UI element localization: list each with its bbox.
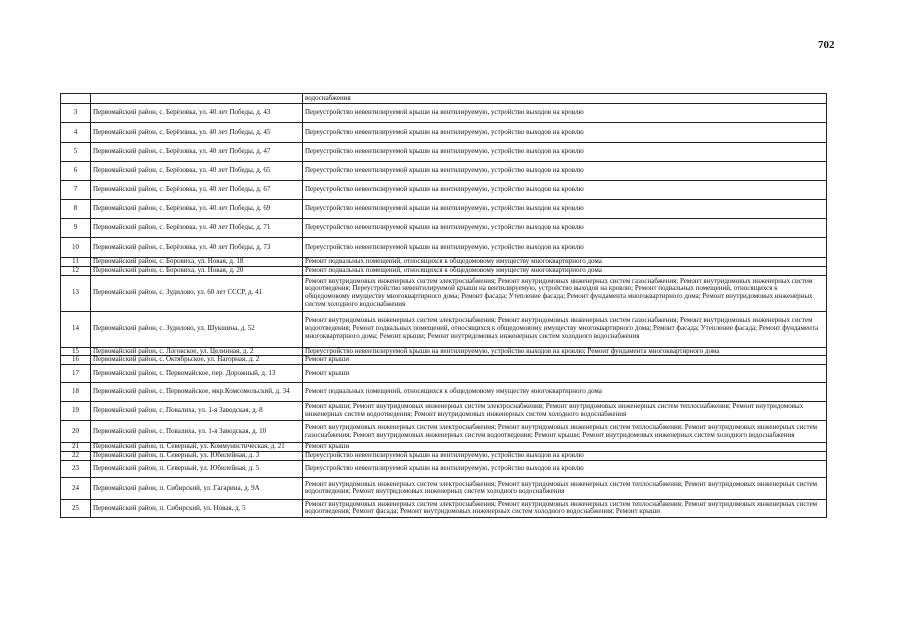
address-cell: Первомайский район, с. Берёзовка, ул. 40 лет Победы, д. 65 — [91, 162, 303, 181]
row-number-cell: 18 — [61, 383, 91, 402]
address-cell: Первомайский район, п. Сибирский, ул. Гагарина, д. 9А — [91, 477, 303, 499]
address-cell: Первомайский район, с. Берёзовка, ул. 40 лет Победы, д. 69 — [91, 200, 303, 219]
table-row — [61, 460, 827, 477]
works-cell: Ремонт крыши; Ремонт внутридомовых инженерных систем электроснабжения; Ремонт внутридомовых инженерных систем теплоснабжения; Ремонт внутридомовых инженерных систем водоотведения; Ремонт внутридомовых инженерных систем холодного водоснабжения — [303, 402, 827, 421]
table-row — [61, 402, 827, 421]
table-row — [61, 266, 827, 275]
works-cell: Ремонт внутридомовых инженерных систем электроснабжения; Ремонт внутридомовых инженерных систем теплоснабжения; Ремонт внутридомовых инженерных систем водоотведения; Ремонт фасада; Ремонт внутридомовых инженерных систем холодного водоснабжения; Ремонт крыши — [303, 499, 827, 517]
works-cell: Ремонт крыши — [303, 443, 827, 452]
row-number-cell — [61, 94, 91, 104]
address-cell: Первомайский район, с. Зудилово, ул. 60 лет СССР, д. 41 — [91, 275, 303, 311]
address-cell: Первомайский район, с. Логовское, ул. Целинная, д. 2 — [91, 347, 303, 356]
row-number-cell: 19 — [61, 402, 91, 421]
works-cell: Переустройство невентилируемой крыши на вентилируемую, устройство выходов на кровлю — [303, 452, 827, 461]
table-row — [61, 311, 827, 347]
table-row-continuation — [61, 94, 827, 104]
table-row — [61, 347, 827, 356]
table-row — [61, 181, 827, 200]
table-row — [61, 162, 827, 181]
row-number-cell: 24 — [61, 477, 91, 499]
table-row — [61, 421, 827, 443]
row-number-cell: 14 — [61, 311, 91, 347]
works-cell: водоснабжения — [303, 94, 827, 104]
page-number: 702 — [818, 39, 835, 51]
address-cell — [91, 94, 303, 104]
table-row — [61, 365, 827, 383]
row-number-cell: 11 — [61, 258, 91, 267]
works-cell: Ремонт крыши — [303, 365, 827, 383]
works-table-body — [61, 94, 827, 518]
works-cell: Ремонт подвальных помещений, относящихся к общедомовому имуществу многоквартирного дома — [303, 258, 827, 267]
table-row — [61, 477, 827, 499]
works-table-container — [60, 93, 826, 518]
works-cell: Переустройство невентилируемой крыши на вентилируемую, устройство выходов на кровлю — [303, 162, 827, 181]
row-number-cell: 9 — [61, 219, 91, 238]
address-cell: Первомайский район, с. Берёзовка, ул. 40 лет Победы, д. 45 — [91, 123, 303, 143]
works-cell: Ремонт внутридомовых инженерных систем электроснабжения; Ремонт внутридомовых инженерных систем теплоснабжения; Ремонт внутридомовых инженерных систем водоотведения; Ремонт внутридомовых инженерных систем холодного водоснабжения — [303, 477, 827, 499]
row-number-cell: 4 — [61, 123, 91, 143]
row-number-cell: 15 — [61, 347, 91, 356]
address-cell: Первомайский район, с. Первомайское, пер. Дорожный, д. 13 — [91, 365, 303, 383]
works-cell: Переустройство невентилируемой крыши на вентилируемую, устройство выходов на кровлю — [303, 123, 827, 143]
works-cell: Переустройство невентилируемой крыши на вентилируемую, устройство выходов на кровлю — [303, 238, 827, 258]
address-cell: Первомайский район, с. Первомайское, мкр.Комсомольский, д. 34 — [91, 383, 303, 402]
works-cell: Переустройство невентилируемой крыши на вентилируемую, устройство выходов на кровлю — [303, 200, 827, 219]
works-cell: Ремонт крыши — [303, 356, 827, 365]
table-row — [61, 104, 827, 123]
table-row — [61, 452, 827, 461]
table-row — [61, 356, 827, 365]
table-row — [61, 123, 827, 143]
row-number-cell: 10 — [61, 238, 91, 258]
works-cell: Переустройство невентилируемой крыши на вентилируемую, устройство выходов на кровлю — [303, 219, 827, 238]
address-cell: Первомайский район, п. Северный, ул. Коммунистическая, д. 21 — [91, 443, 303, 452]
works-cell: Ремонт внутридомовых инженерных систем электроснабжения; Ремонт внутридомовых инженерных систем теплоснабжения; Ремонт внутридомовых инженерных систем газоснабжения; Ремонт внутридомовых инженерных систем водоотведения; Ремонт крыши; Ремонт внутридомовых инженерных систем холодного водоснабжения — [303, 421, 827, 443]
works-cell: Ремонт подвальных помещений, относящихся к общедомовому имуществу многоквартирного дома — [303, 383, 827, 402]
works-cell: Переустройство невентилируемой крыши на вентилируемую, устройство выходов на кровлю — [303, 104, 827, 123]
table-row — [61, 219, 827, 238]
address-cell: Первомайский район, с. Берёзовка, ул. 40 лет Победы, д. 71 — [91, 219, 303, 238]
table-row — [61, 200, 827, 219]
table-row — [61, 383, 827, 402]
table-row — [61, 143, 827, 162]
table-row — [61, 499, 827, 517]
row-number-cell: 22 — [61, 452, 91, 461]
works-cell: Ремонт подвальных помещений, относящихся к общедомовому имуществу многоквартирного дома — [303, 266, 827, 275]
address-cell: Первомайский район, с. Октябрьское, ул. Нагорная, д. 2 — [91, 356, 303, 365]
works-cell: Ремонт внутридомовых инженерных систем электроснабжения; Ремонт внутридомовых инженерных систем газоснабжения; Ремонт внутридомовых инженерных систем водоотведения; Переустройство невентилируемой крыши на вентилируемую, устройство выходов на кровлю; Ремонт подвальных помещений, относящихся к общедомовому имуществу многоквартирного дома; Ремонт фасада; Утепление фасада; Ремонт фундамента многоквартирного дома; Ремонт внутридомовых инженерных систем холодного водоснабжения — [303, 275, 827, 311]
address-cell: Первомайский район, с. Повалиха, ул. 1-я Заводская, д. 10 — [91, 421, 303, 443]
row-number-cell: 8 — [61, 200, 91, 219]
address-cell: Первомайский район, п. Северный, ул. Юбилейная, д. 3 — [91, 452, 303, 461]
table-row — [61, 443, 827, 452]
works-cell: Переустройство невентилируемой крыши на вентилируемую, устройство выходов на кровлю — [303, 460, 827, 477]
row-number-cell: 5 — [61, 143, 91, 162]
table-row — [61, 258, 827, 267]
address-cell: Первомайский район, с. Боровиха, ул. Новая, д. 18 — [91, 258, 303, 267]
address-cell: Первомайский район, с. Повалиха, ул. 1-я Заводская, д. 8 — [91, 402, 303, 421]
row-number-cell: 23 — [61, 460, 91, 477]
row-number-cell: 12 — [61, 266, 91, 275]
row-number-cell: 6 — [61, 162, 91, 181]
address-cell: Первомайский район, п. Сибирский, ул. Новая, д. 5 — [91, 499, 303, 517]
row-number-cell: 7 — [61, 181, 91, 200]
address-cell: Первомайский район, с. Боровиха, ул. Новая, д. 20 — [91, 266, 303, 275]
row-number-cell: 3 — [61, 104, 91, 123]
works-cell: Ремонт внутридомовых инженерных систем электроснабжения; Ремонт внутридомовых инженерных систем газоснабжения; Ремонт внутридомовых инженерных систем водоотведения; Ремонт подвальных помещений, относящихся к общедомовому имуществу многоквартирного дома; Ремонт фасада; Утепление фасада; Ремонт фундамента многоквартирного дома; Ремонт крыши; Ремонт внутридомовых инженерных систем холодного водоснабжения — [303, 311, 827, 347]
table-row — [61, 275, 827, 311]
address-cell: Первомайский район, с. Зудилово, ул. Шукшина, д. 52 — [91, 311, 303, 347]
row-number-cell: 20 — [61, 421, 91, 443]
row-number-cell: 21 — [61, 443, 91, 452]
address-cell: Первомайский район, п. Северный, ул. Юбилейная, д. 5 — [91, 460, 303, 477]
row-number-cell: 25 — [61, 499, 91, 517]
address-cell: Первомайский район, с. Берёзовка, ул. 40 лет Победы, д. 73 — [91, 238, 303, 258]
table-row — [61, 238, 827, 258]
works-table — [60, 93, 827, 518]
address-cell: Первомайский район, с. Берёзовка, ул. 40 лет Победы, д. 67 — [91, 181, 303, 200]
works-cell: Переустройство невентилируемой крыши на вентилируемую, устройство выходов на кровлю — [303, 143, 827, 162]
works-cell: Переустройство невентилируемой крыши на вентилируемую, устройство выходов на кровлю — [303, 181, 827, 200]
row-number-cell: 16 — [61, 356, 91, 365]
row-number-cell: 17 — [61, 365, 91, 383]
works-cell: Переустройство невентилируемой крыши на вентилируемую, устройство выходов на кровлю; Ремонт фундамента многоквартирного дома — [303, 347, 827, 356]
address-cell: Первомайский район, с. Берёзовка, ул. 40 лет Победы, д. 43 — [91, 104, 303, 123]
row-number-cell: 13 — [61, 275, 91, 311]
address-cell: Первомайский район, с. Берёзовка, ул. 40 лет Победы, д. 47 — [91, 143, 303, 162]
